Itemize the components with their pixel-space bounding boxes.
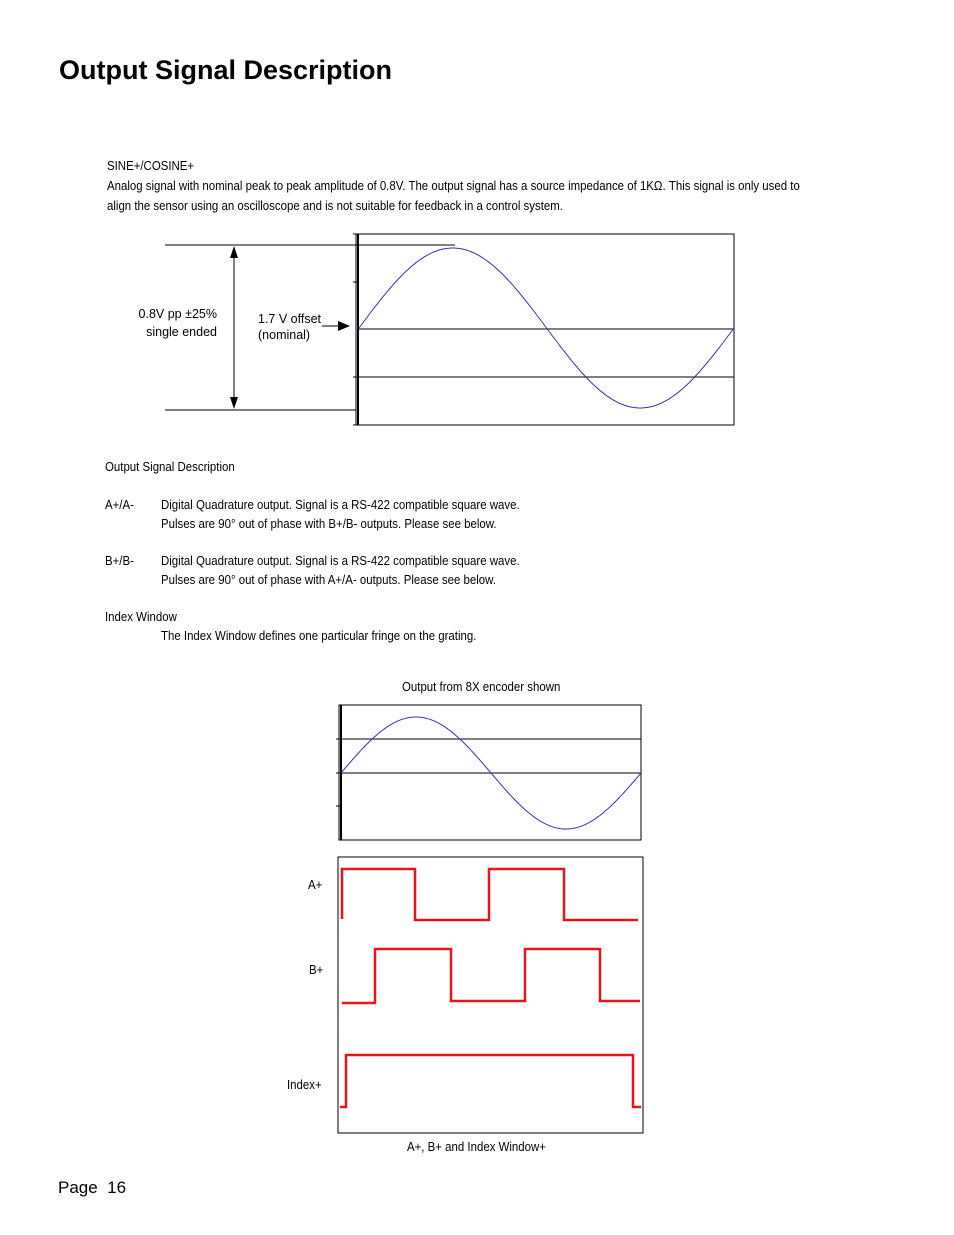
b-plus-label: B+ xyxy=(309,962,324,977)
page-number: Page 16 xyxy=(58,1178,127,1197)
output-section-heading: Output Signal Description xyxy=(105,459,235,474)
a-plus-square-wave xyxy=(342,869,638,920)
sine-cosine-heading: SINE+/COSINE+ xyxy=(107,158,195,173)
term-a-line1: Digital Quadrature output. Signal is a RS-422 compatible square wave. xyxy=(161,497,520,512)
index-plus-window xyxy=(340,1055,641,1107)
amplitude-label-line1: 0.8V pp ±25% xyxy=(138,307,217,321)
index-plus-label: Index+ xyxy=(287,1077,322,1092)
figure2-bottom-caption: A+, B+ and Index Window+ xyxy=(407,1139,546,1154)
term-a-line2: Pulses are 90° out of phase with B+/B- outputs. Please see below. xyxy=(161,516,497,531)
offset-label xyxy=(258,311,321,343)
scope-frame xyxy=(356,234,734,425)
sine-description-line2: align the sensor using an oscilloscope and is not suitable for feedback in a control system. xyxy=(107,198,563,213)
page-title: Output Signal Description xyxy=(59,55,393,85)
amplitude-arrow-down-icon xyxy=(230,397,238,409)
sine-wave-trace xyxy=(359,248,734,408)
index-window-text: The Index Window defines one particular fringe on the grating. xyxy=(161,628,477,643)
offset-arrow-icon xyxy=(338,321,350,331)
sine-description-line1: Analog signal with nominal peak to peak amplitude of 0.8V. The output signal has a source impedance of 1KΩ. This signal is only used to xyxy=(107,178,800,193)
encoder-sine-trace xyxy=(341,717,641,829)
b-plus-square-wave xyxy=(342,949,640,1003)
figure2-top-caption: Output from 8X encoder shown xyxy=(402,679,561,694)
term-b-line1: Digital Quadrature output. Signal is a RS-422 compatible square wave. xyxy=(161,553,520,568)
term-a: A+/A- xyxy=(105,497,134,512)
term-b-line2: Pulses are 90° out of phase with A+/A- outputs. Please see below. xyxy=(161,572,496,587)
amplitude-label-line2: single ended xyxy=(146,325,217,339)
amplitude-label xyxy=(120,305,217,341)
sine-scope-frame xyxy=(339,705,641,840)
index-window-heading: Index Window xyxy=(105,609,177,624)
offset-label-line2: (nominal) xyxy=(258,328,311,342)
term-b: B+/B- xyxy=(105,553,134,568)
square-wave-frame xyxy=(338,857,643,1133)
offset-label-line1: 1.7 V offset xyxy=(258,312,322,326)
amplitude-arrow-up-icon xyxy=(230,246,238,258)
a-plus-label: A+ xyxy=(308,877,323,892)
